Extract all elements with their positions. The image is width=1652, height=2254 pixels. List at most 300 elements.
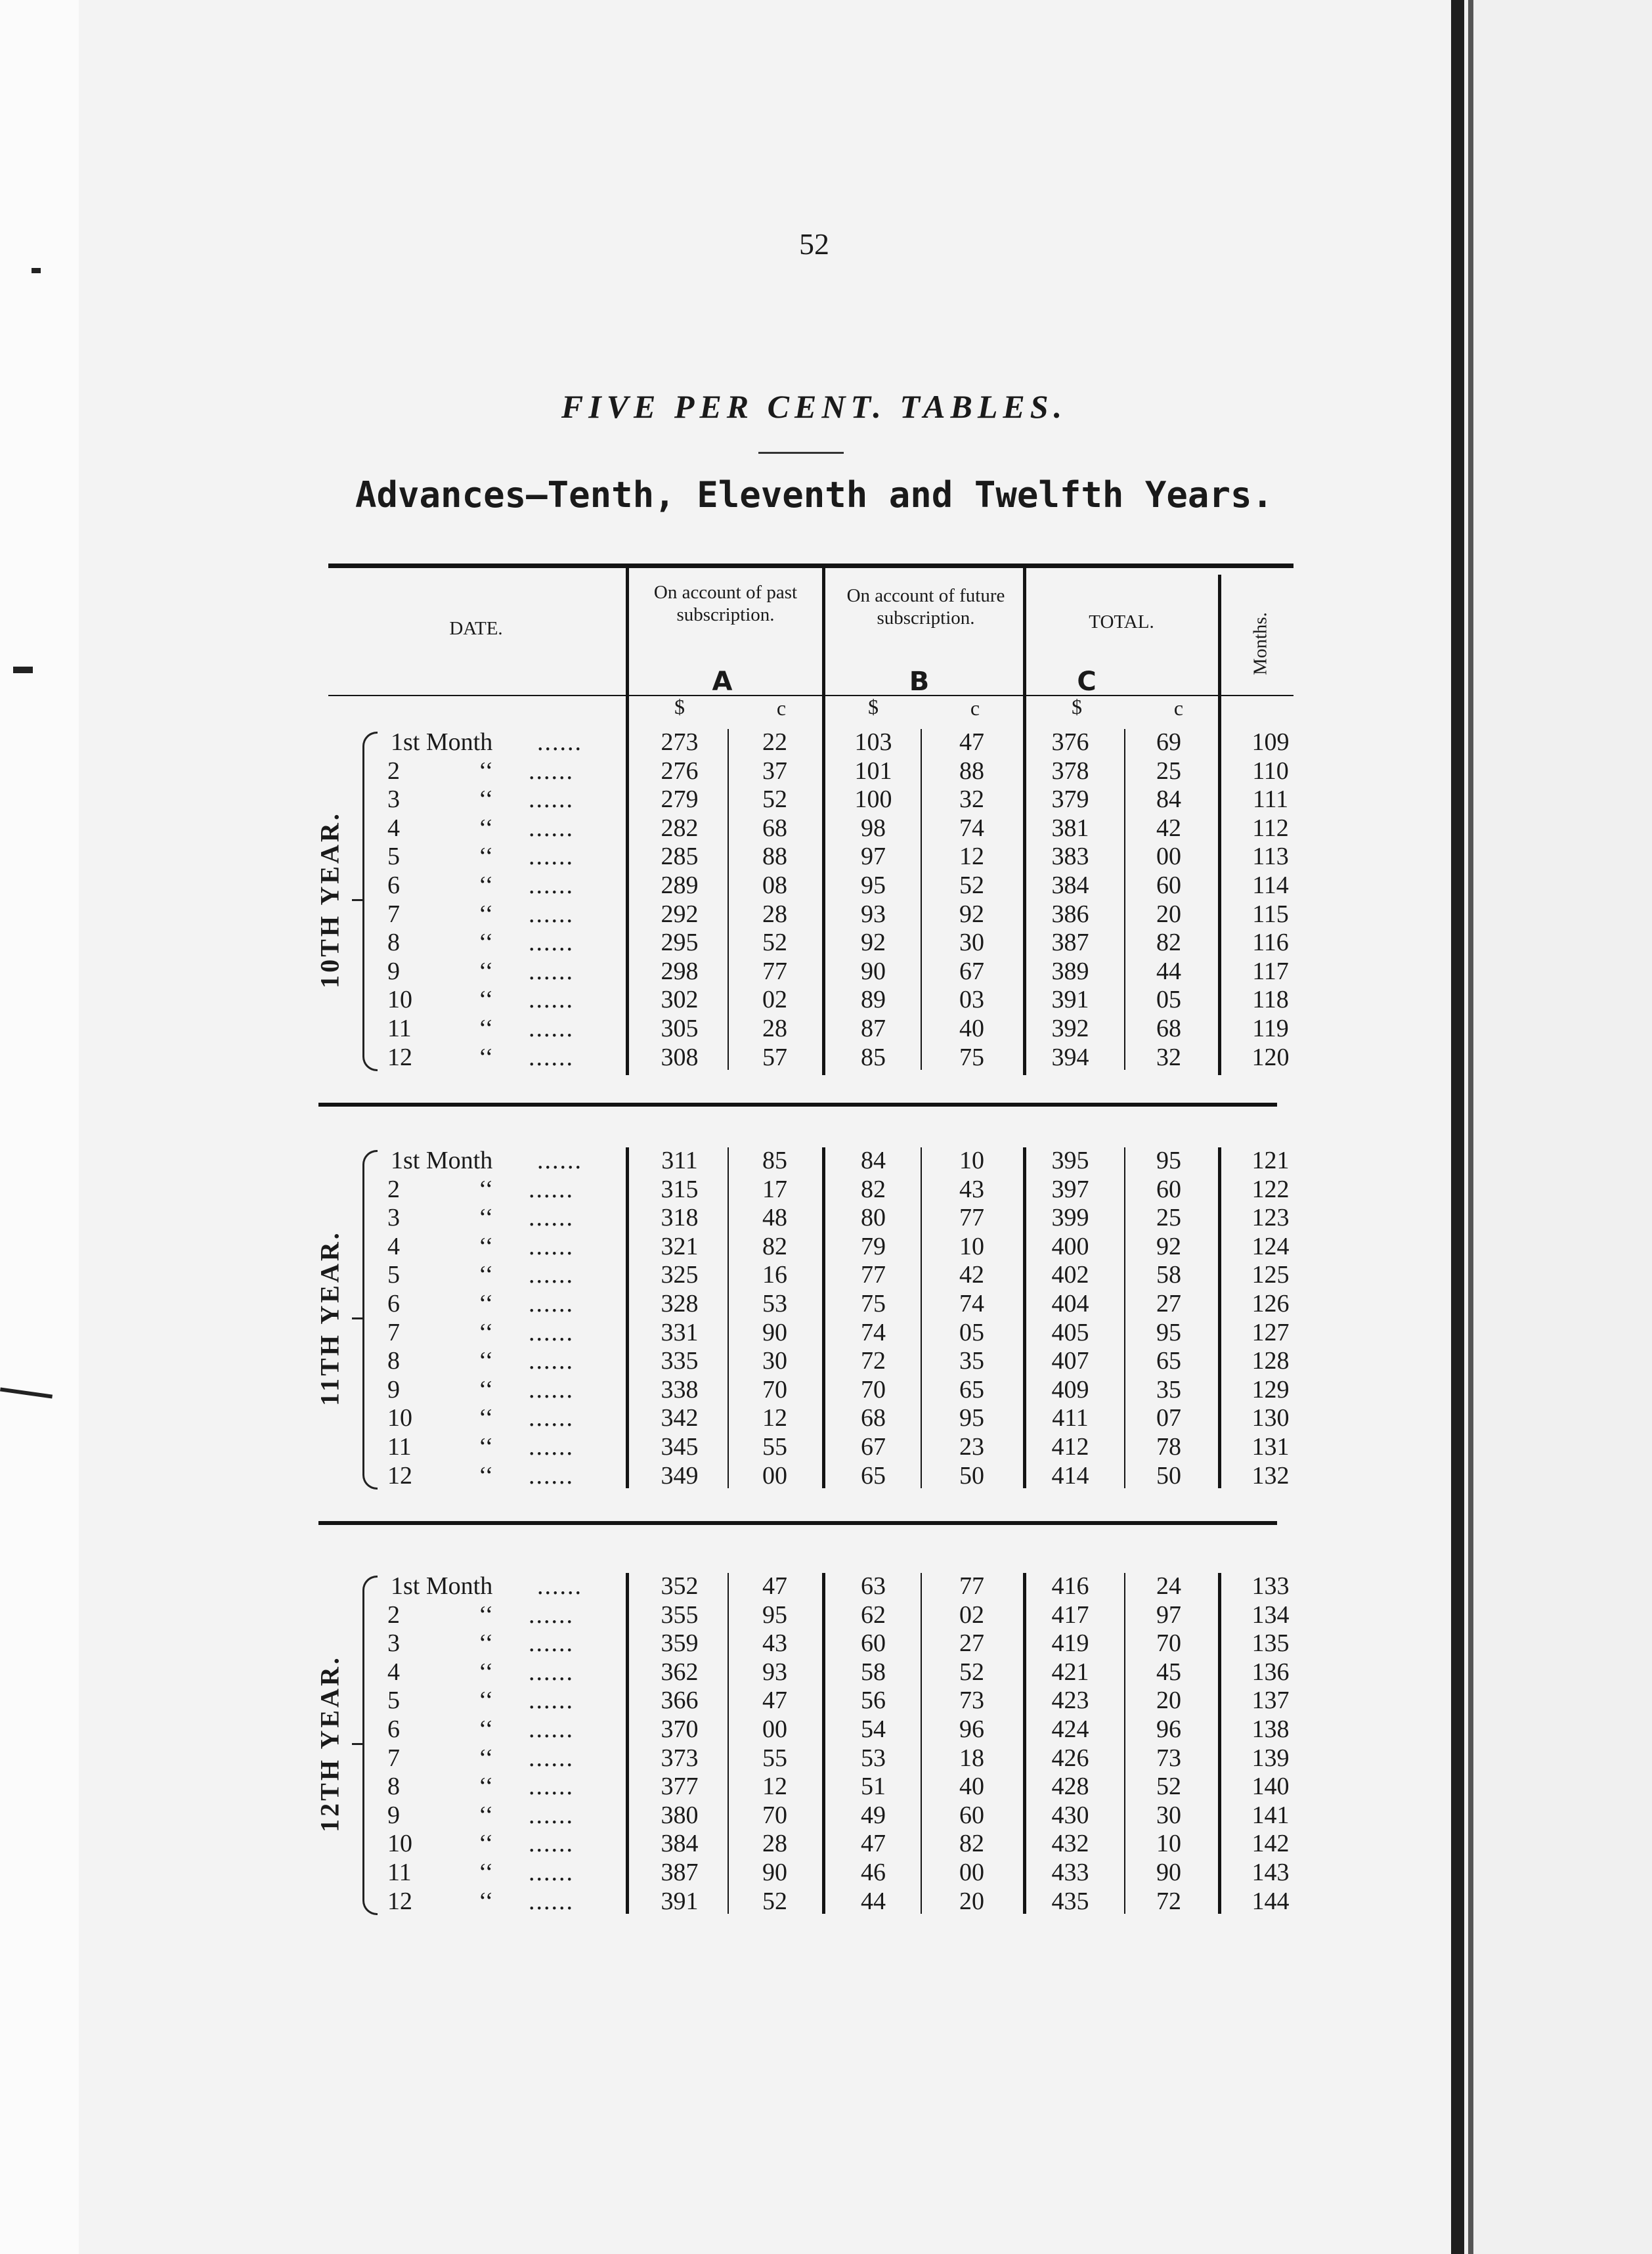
cell-b-d: 70 — [861, 1375, 886, 1403]
cell-c-d: 395 — [1051, 1147, 1089, 1174]
year-brace — [362, 1150, 378, 1490]
ditto-mark: ‘‘ — [478, 843, 494, 871]
cell-b-c: 27 — [959, 1629, 984, 1658]
ditto-mark: ‘‘ — [478, 814, 494, 842]
cell-b-c: 30 — [959, 929, 984, 957]
cell-a-c: 12 — [762, 1404, 787, 1432]
cell-c-d: 376 — [1051, 728, 1089, 756]
cell-c-c: 30 — [1156, 1801, 1181, 1829]
cell-a-d: 273 — [661, 728, 699, 756]
leader-dots: ...... — [529, 1375, 574, 1403]
leader-dots: ...... — [537, 1147, 582, 1174]
cell-month: 10 — [387, 986, 412, 1014]
cell-a-d: 338 — [661, 1375, 699, 1403]
table-top-rule — [328, 564, 1293, 568]
leader-dots: ...... — [529, 1887, 574, 1915]
cell-c-c: 92 — [1156, 1232, 1181, 1260]
table-row — [0, 1572, 1628, 1601]
cell-c-c: 10 — [1156, 1830, 1181, 1858]
scan-speck — [13, 667, 33, 673]
cell-m: 126 — [1251, 1290, 1290, 1317]
cell-a-c: 28 — [762, 900, 787, 928]
cell-b-c: 52 — [959, 872, 984, 899]
cell-a-c: 52 — [762, 929, 787, 957]
cell-m: 127 — [1251, 1318, 1290, 1346]
cell-month: 5 — [387, 843, 400, 871]
cell-month: 10 — [387, 1404, 412, 1432]
ditto-mark: ‘‘ — [478, 1658, 494, 1686]
cell-b-c: 20 — [959, 1887, 984, 1915]
cell-b-c: 88 — [959, 757, 984, 785]
cell-a-d: 380 — [661, 1801, 699, 1829]
header-date: DATE. — [449, 618, 503, 639]
table-row — [0, 900, 1628, 929]
leader-dots: ...... — [529, 1715, 574, 1743]
cell-a-d: 318 — [661, 1204, 699, 1232]
cell-c-c: 72 — [1156, 1887, 1181, 1915]
cell-c-c: 25 — [1156, 757, 1181, 785]
ditto-mark: ‘‘ — [478, 1887, 494, 1915]
table-row — [0, 1829, 1628, 1858]
cell-c-d: 387 — [1051, 929, 1089, 957]
cell-a-c: 95 — [762, 1601, 787, 1629]
cell-a-c: 17 — [762, 1175, 787, 1203]
cell-c-d: 411 — [1052, 1404, 1089, 1432]
cell-month: 2 — [387, 1601, 400, 1629]
cell-a-d: 377 — [661, 1773, 699, 1801]
cell-b-c: 95 — [959, 1404, 984, 1432]
cell-c-c: 27 — [1156, 1290, 1181, 1317]
ditto-mark: ‘‘ — [478, 986, 494, 1014]
table-row — [0, 1772, 1628, 1801]
cell-c-d: 384 — [1051, 872, 1089, 899]
table-row — [0, 1715, 1628, 1744]
cell-c-d: 423 — [1051, 1687, 1089, 1715]
ditto-mark: ‘‘ — [478, 1318, 494, 1346]
cell-c-c: 52 — [1156, 1773, 1181, 1801]
column-rule — [1124, 729, 1125, 1070]
cell-b-d: 84 — [861, 1147, 886, 1174]
column-rule — [921, 1573, 922, 1914]
cell-m: 117 — [1252, 957, 1289, 985]
cell-c-c: 32 — [1156, 1043, 1181, 1071]
cell-a-c: 47 — [762, 1572, 787, 1600]
cell-m: 138 — [1251, 1715, 1290, 1743]
leader-dots: ...... — [529, 814, 574, 842]
cell-a-c: 55 — [762, 1744, 787, 1772]
cell-a-c: 77 — [762, 957, 787, 985]
leader-dots: ...... — [529, 1175, 574, 1203]
leader-dots: ...... — [529, 1687, 574, 1715]
cell-b-d: 58 — [861, 1658, 886, 1686]
leader-dots: ...... — [529, 1629, 574, 1658]
table-row — [0, 1858, 1628, 1887]
cell-month: 8 — [387, 929, 400, 957]
page-subtitle: Advances—Tenth, Eleventh and Twelfth Years. — [355, 474, 1273, 516]
cell-b-c: 35 — [959, 1347, 984, 1375]
leader-dots: ...... — [529, 929, 574, 957]
cell-month: 6 — [387, 1290, 400, 1317]
cell-c-c: 95 — [1156, 1318, 1181, 1346]
cell-month: 12 — [387, 1043, 412, 1071]
cell-month: 11 — [387, 1859, 412, 1886]
cell-a-d: 282 — [661, 814, 699, 842]
leader-dots: ...... — [529, 1204, 574, 1232]
cell-c-d: 419 — [1051, 1629, 1089, 1658]
table-row — [0, 1375, 1628, 1404]
cell-a-d: 331 — [661, 1318, 699, 1346]
cell-c-d: 392 — [1051, 1015, 1089, 1042]
cell-b-c: 40 — [959, 1773, 984, 1801]
cell-a-d: 302 — [661, 986, 699, 1014]
table-row — [0, 1432, 1628, 1461]
cell-a-c: 28 — [762, 1830, 787, 1858]
cell-a-c: 88 — [762, 843, 787, 871]
ditto-mark: ‘‘ — [478, 757, 494, 785]
cell-c-c: 20 — [1156, 1687, 1181, 1715]
cell-c-c: 58 — [1156, 1261, 1181, 1289]
leader-dots: ...... — [529, 1433, 574, 1461]
cell-b-c: 67 — [959, 957, 984, 985]
cell-b-d: 98 — [861, 814, 886, 842]
book-page — [79, 0, 1464, 2254]
cell-c-d: 428 — [1051, 1773, 1089, 1801]
cell-c-d: 426 — [1051, 1744, 1089, 1772]
header-letter-b: B — [909, 667, 930, 697]
cell-b-c: 18 — [959, 1744, 984, 1772]
column-rule — [822, 729, 825, 1070]
cell-month: 3 — [387, 1204, 400, 1232]
cell-b-d: 63 — [861, 1572, 886, 1600]
cell-a-d: 342 — [661, 1404, 699, 1432]
cell-m: 124 — [1251, 1232, 1290, 1260]
cell-a-d: 311 — [661, 1147, 698, 1174]
cell-b-d: 82 — [861, 1175, 886, 1203]
cell-m: 134 — [1251, 1601, 1290, 1629]
table-row — [0, 1686, 1628, 1715]
cell-month: 4 — [387, 1232, 400, 1260]
ditto-mark: ‘‘ — [478, 1433, 494, 1461]
cell-m: 110 — [1252, 757, 1289, 785]
cell-m: 141 — [1251, 1801, 1290, 1829]
cell-m: 130 — [1251, 1404, 1290, 1432]
page-number: 52 — [799, 227, 829, 261]
cell-c-d: 383 — [1051, 843, 1089, 871]
cell-b-d: 95 — [861, 872, 886, 899]
cell-c-d: 386 — [1051, 900, 1089, 928]
cell-c-c: 44 — [1156, 957, 1181, 985]
cell-a-d: 384 — [661, 1830, 699, 1858]
cell-a-d: 362 — [661, 1658, 699, 1686]
cell-b-d: 101 — [854, 757, 892, 785]
cell-c-d: 409 — [1051, 1375, 1089, 1403]
leader-dots: ...... — [529, 785, 574, 814]
cell-b-c: 10 — [959, 1147, 984, 1174]
cell-a-d: 289 — [661, 872, 699, 899]
cell-month: 8 — [387, 1773, 400, 1801]
header-months: Months. — [1250, 612, 1271, 675]
ditto-mark: ‘‘ — [478, 1232, 494, 1260]
table-row — [0, 1629, 1628, 1658]
cell-a-d: 308 — [661, 1043, 699, 1071]
cell-month: 3 — [387, 1629, 400, 1658]
cell-c-c: 73 — [1156, 1744, 1181, 1772]
cell-month: 11 — [387, 1015, 412, 1042]
unit-cent-b: c — [970, 696, 980, 720]
cell-c-c: 20 — [1156, 900, 1181, 928]
cell-month: 5 — [387, 1687, 400, 1715]
cell-b-c: 75 — [959, 1043, 984, 1071]
year-brace-tip — [352, 1743, 364, 1745]
cell-b-d: 62 — [861, 1601, 886, 1629]
cell-a-c: 12 — [762, 1773, 787, 1801]
cell-c-c: 90 — [1156, 1859, 1181, 1886]
page-gutter — [1451, 0, 1464, 2254]
cell-b-d: 53 — [861, 1744, 886, 1772]
cell-c-d: 421 — [1051, 1658, 1089, 1686]
column-rule — [1218, 1147, 1221, 1488]
ditto-mark: ‘‘ — [478, 1290, 494, 1317]
cell-c-c: 69 — [1156, 728, 1181, 756]
cell-b-c: 47 — [959, 728, 984, 756]
cell-m: 132 — [1251, 1461, 1290, 1490]
cell-b-d: 54 — [861, 1715, 886, 1743]
cell-a-c: 43 — [762, 1629, 787, 1658]
cell-m: 140 — [1251, 1773, 1290, 1801]
table-row — [0, 1801, 1628, 1830]
leader-dots: ...... — [529, 1859, 574, 1886]
cell-month: 4 — [387, 1658, 400, 1686]
cell-a-c: 53 — [762, 1290, 787, 1317]
cell-b-c: 12 — [959, 843, 984, 871]
cell-b-c: 77 — [959, 1572, 984, 1600]
cell-c-c: 50 — [1156, 1461, 1181, 1490]
cell-m: 139 — [1251, 1744, 1290, 1772]
cell-month: 9 — [387, 957, 400, 985]
cell-a-d: 295 — [661, 929, 699, 957]
cell-m: 113 — [1252, 843, 1289, 871]
ditto-mark: ‘‘ — [478, 1347, 494, 1375]
section-rule — [318, 1521, 1277, 1525]
cell-m: 142 — [1251, 1830, 1290, 1858]
cell-m: 131 — [1251, 1433, 1290, 1461]
cell-m: 137 — [1251, 1687, 1290, 1715]
column-rule — [728, 729, 729, 1070]
cell-c-c: 00 — [1156, 843, 1181, 871]
ditto-mark: ‘‘ — [478, 1773, 494, 1801]
leader-dots: ...... — [529, 757, 574, 785]
cell-c-c: 42 — [1156, 814, 1181, 842]
ditto-mark: ‘‘ — [478, 1375, 494, 1403]
cell-c-c: 25 — [1156, 1204, 1181, 1232]
leader-dots: ...... — [537, 728, 582, 756]
cell-m: 119 — [1252, 1015, 1289, 1042]
cell-b-d: 65 — [861, 1461, 886, 1490]
leader-dots: ...... — [529, 1773, 574, 1801]
cell-c-d: 432 — [1051, 1830, 1089, 1858]
cell-month: 7 — [387, 1318, 400, 1346]
cell-b-d: 87 — [861, 1015, 886, 1042]
column-rule — [1124, 1573, 1125, 1914]
cell-c-d: 433 — [1051, 1859, 1089, 1886]
cell-c-d: 404 — [1051, 1290, 1089, 1317]
year-label: 12TH YEAR. — [315, 1654, 345, 1832]
cell-b-d: 49 — [861, 1801, 886, 1829]
cell-c-d: 407 — [1051, 1347, 1089, 1375]
cell-c-c: 60 — [1156, 872, 1181, 899]
cell-c-d: 389 — [1051, 957, 1089, 985]
cell-c-d: 399 — [1051, 1204, 1089, 1232]
cell-c-d: 400 — [1051, 1232, 1089, 1260]
leader-dots: ...... — [529, 1744, 574, 1772]
cell-a-c: 37 — [762, 757, 787, 785]
cell-c-d: 430 — [1051, 1801, 1089, 1829]
cell-a-d: 292 — [661, 900, 699, 928]
cell-c-c: 78 — [1156, 1433, 1181, 1461]
leader-dots: ...... — [529, 1801, 574, 1829]
cell-b-c: 74 — [959, 1290, 984, 1317]
cell-c-d: 414 — [1051, 1461, 1089, 1490]
table-row — [0, 928, 1628, 957]
cell-b-d: 74 — [861, 1318, 886, 1346]
leader-dots: ...... — [529, 1015, 574, 1042]
column-rule — [1023, 1573, 1026, 1914]
cell-b-c: 73 — [959, 1687, 984, 1715]
facing-page — [1464, 0, 1652, 2254]
leader-dots: ...... — [529, 957, 574, 985]
table-row — [0, 1346, 1628, 1375]
header-letter-a: A — [712, 667, 733, 697]
table-row — [0, 1203, 1628, 1232]
cell-m: 120 — [1251, 1043, 1290, 1071]
table-row — [0, 1014, 1628, 1043]
cell-m: 143 — [1251, 1859, 1290, 1886]
table-row — [0, 957, 1628, 986]
cell-c-c: 84 — [1156, 785, 1181, 814]
cell-a-d: 373 — [661, 1744, 699, 1772]
cell-b-d: 56 — [861, 1687, 886, 1715]
table-row — [0, 1744, 1628, 1773]
table-row — [0, 785, 1628, 814]
cell-a-c: 85 — [762, 1147, 787, 1174]
cell-c-c: 95 — [1156, 1147, 1181, 1174]
ditto-mark: ‘‘ — [478, 1715, 494, 1743]
cell-b-d: 89 — [861, 986, 886, 1014]
column-rule — [921, 1147, 922, 1488]
cell-month: 10 — [387, 1830, 412, 1858]
cell-a-c: 93 — [762, 1658, 787, 1686]
cell-a-d: 370 — [661, 1715, 699, 1743]
scan-speck — [32, 268, 41, 273]
cell-m: 118 — [1252, 986, 1289, 1014]
year-label: 11TH YEAR. — [315, 1229, 345, 1406]
cell-b-d: 79 — [861, 1232, 886, 1260]
cell-c-c: 45 — [1156, 1658, 1181, 1686]
leader-dots: ...... — [529, 843, 574, 871]
cell-m: 133 — [1251, 1572, 1290, 1600]
cell-b-c: 05 — [959, 1318, 984, 1346]
scan-left-margin — [0, 0, 79, 2254]
cell-c-d: 416 — [1051, 1572, 1089, 1600]
cell-a-d: 359 — [661, 1629, 699, 1658]
unit-cent-c: c — [1173, 696, 1184, 720]
unit-dollar-a: $ — [674, 695, 685, 718]
cell-a-c: 70 — [762, 1375, 787, 1403]
title-divider — [758, 452, 844, 454]
ditto-mark: ‘‘ — [478, 1204, 494, 1232]
cell-a-d: 276 — [661, 757, 699, 785]
cell-b-c: 10 — [959, 1232, 984, 1260]
cell-a-c: 70 — [762, 1801, 787, 1829]
table-row — [0, 985, 1628, 1014]
cell-b-d: 44 — [861, 1887, 886, 1915]
cell-a-d: 279 — [661, 785, 699, 814]
cell-b-d: 51 — [861, 1773, 886, 1801]
cell-c-c: 82 — [1156, 929, 1181, 957]
table-row — [0, 1260, 1628, 1289]
cell-a-d: 321 — [661, 1232, 699, 1260]
cell-a-c: 90 — [762, 1859, 787, 1886]
table-row — [0, 1043, 1628, 1072]
cell-m: 116 — [1252, 929, 1289, 957]
column-rule — [728, 1147, 729, 1488]
cell-b-d: 68 — [861, 1404, 886, 1432]
leader-dots: ...... — [529, 1658, 574, 1686]
cell-a-c: 48 — [762, 1204, 787, 1232]
cell-a-c: 90 — [762, 1318, 787, 1346]
cell-c-d: 378 — [1051, 757, 1089, 785]
cell-c-d: 379 — [1051, 785, 1089, 814]
cell-a-c: 08 — [762, 872, 787, 899]
cell-month: 7 — [387, 1744, 400, 1772]
cell-b-d: 46 — [861, 1859, 886, 1886]
column-rule — [1023, 729, 1026, 1070]
cell-a-d: 315 — [661, 1175, 699, 1203]
leader-dots: ...... — [529, 986, 574, 1014]
cell-a-c: 00 — [762, 1715, 787, 1743]
year-brace-tip — [352, 1317, 364, 1319]
table-row — [0, 1146, 1628, 1175]
ditto-mark: ‘‘ — [478, 872, 494, 899]
ditto-mark: ‘‘ — [478, 1859, 494, 1886]
cell-c-d: 394 — [1051, 1043, 1089, 1071]
cell-b-d: 97 — [861, 843, 886, 871]
cell-c-d: 417 — [1051, 1601, 1089, 1629]
cell-c-c: 60 — [1156, 1175, 1181, 1203]
cell-b-d: 93 — [861, 900, 886, 928]
cell-a-d: 387 — [661, 1859, 699, 1886]
cell-b-c: 50 — [959, 1461, 984, 1490]
column-rule — [822, 1147, 825, 1488]
leader-dots: ...... — [529, 1290, 574, 1317]
ditto-mark: ‘‘ — [478, 1629, 494, 1658]
table-row — [0, 871, 1628, 900]
cell-b-d: 47 — [861, 1830, 886, 1858]
cell-m: 123 — [1251, 1204, 1290, 1232]
table-row — [0, 1289, 1628, 1318]
cell-c-c: 65 — [1156, 1347, 1181, 1375]
table-row — [0, 1175, 1628, 1204]
cell-m: 129 — [1251, 1375, 1290, 1403]
cell-a-d: 345 — [661, 1433, 699, 1461]
leader-dots: ...... — [529, 1232, 574, 1260]
cell-a-c: 68 — [762, 814, 787, 842]
unit-cent-a: c — [776, 696, 787, 720]
table-row — [0, 814, 1628, 843]
cell-b-d: 60 — [861, 1629, 886, 1658]
ditto-mark: ‘‘ — [478, 785, 494, 814]
leader-dots: ...... — [529, 1318, 574, 1346]
